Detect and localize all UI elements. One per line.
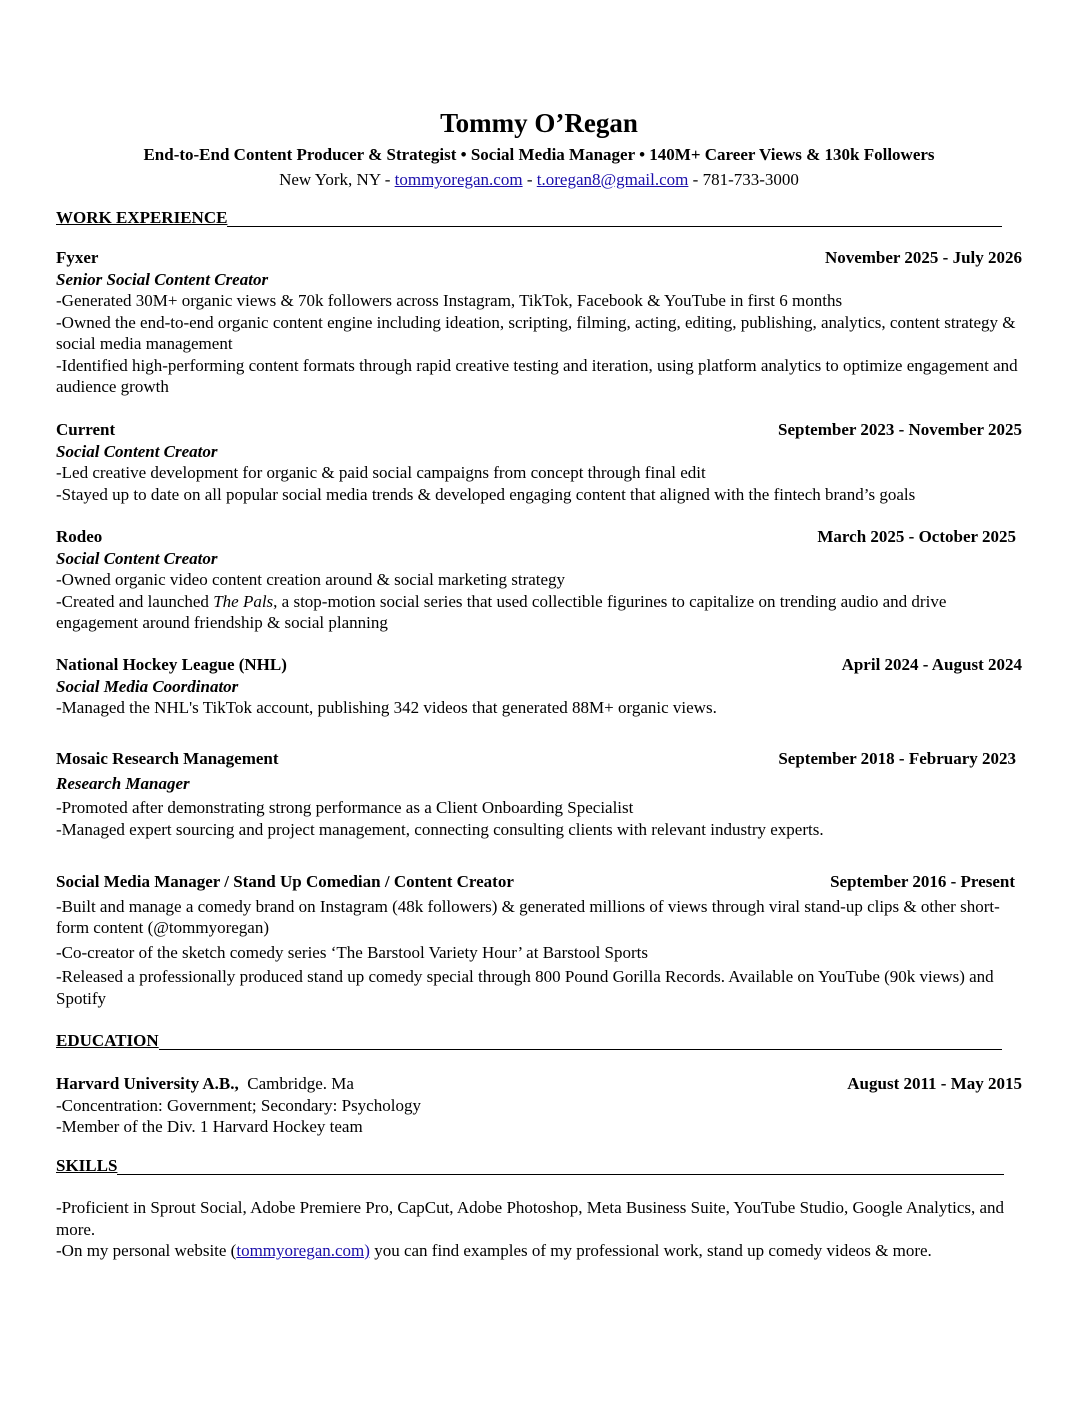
bullet: -Stayed up to date on all popular social media trends & developed engaging content that aligned with the fintech brand’s goals xyxy=(56,484,916,504)
bullet: -Built and manage a comedy brand on Instagram (48k followers) & generated millions of views through viral stand-up clips & other short-form content (@tommyoregan) xyxy=(56,896,1000,937)
school-location: Cambridge. Ma xyxy=(247,1074,354,1093)
section-title: EDUCATION xyxy=(56,1031,159,1050)
section-title: SKILLS xyxy=(56,1156,118,1175)
bullet: -Co-creator of the sketch comedy series ‘The Barstool Variety Hour’ at Barstool Sports xyxy=(56,942,649,962)
work-experience-section xyxy=(56,207,1022,229)
job-title: Senior Social Content Creator xyxy=(56,269,269,289)
job-dates: September 2016 - Present xyxy=(830,872,1015,891)
email-link[interactable]: t.oregan8@gmail.com xyxy=(536,170,689,189)
employer: Mosaic Research Management xyxy=(56,749,279,768)
education-dates: August 2011 - May 2015 xyxy=(847,1074,1022,1093)
education-section xyxy=(56,1030,1022,1052)
school: Harvard University A.B., Cambridge. Ma xyxy=(56,1074,354,1093)
job-dates: September 2018 - February 2023 xyxy=(778,749,1016,768)
employer: Rodeo xyxy=(56,527,103,546)
job-title: Social Content Creator xyxy=(56,441,218,461)
bullet: -Owned organic video content creation around & social marketing strategy xyxy=(56,570,566,589)
bullet: -Identified high-performing content formats through rapid creative testing and iteration, using platform analytics to optimize engagement and audience growth xyxy=(56,355,1018,396)
skills-list: -Proficient in Sprout Social, Adobe Premiere Pro, CapCut, Adobe Photoshop, Meta Business Suite, YouTube Studio, Google Analytics, and more. xyxy=(56,1198,1005,1239)
job-title: Research Manager xyxy=(56,773,190,793)
education-entry xyxy=(56,1073,1022,1138)
job-dates: March 2025 - October 2025 xyxy=(817,527,1016,546)
employer: Social Media Manager / Stand Up Comedian / Content Creator xyxy=(56,872,514,891)
website-note: -On my personal website (tommyoregan.com) you can find examples of my professional work, stand up comedy videos & more. xyxy=(56,1241,932,1260)
section-title: WORK EXPERIENCE xyxy=(56,208,228,227)
website-link[interactable]: tommyoregan.com) xyxy=(236,1241,370,1260)
job-entry-nhl xyxy=(56,654,1022,719)
contact-line xyxy=(56,169,1022,191)
bullet: -Owned the end-to-end organic content engine including ideation, scripting, filming, acting, editing, publishing, analytics, content strategy & social media management xyxy=(56,312,1016,353)
job-dates: September 2023 - November 2025 xyxy=(778,420,1022,439)
bullet: -Led creative development for organic & paid social campaigns from concept through final edit xyxy=(56,463,706,482)
location: New York, NY - xyxy=(279,170,391,189)
job-entry-fyxer xyxy=(56,247,1022,398)
job-entry-current xyxy=(56,419,1022,505)
series-title: The Pals xyxy=(213,591,274,611)
job-title: Social Media Coordinator xyxy=(56,676,239,696)
section-rule xyxy=(56,1174,1004,1175)
skills-section xyxy=(56,1155,1022,1177)
bullet: -Promoted after demonstrating strong performance as a Client Onboarding Specialist xyxy=(56,798,634,817)
employer: Current xyxy=(56,420,116,439)
job-entry-comedy xyxy=(56,871,1022,1009)
bullet: -Generated 30M+ organic views & 70k followers across Instagram, TikTok, Facebook & YouTube in first 6 months xyxy=(56,291,843,310)
bullet: -Created and launched The Pals, a stop-motion social series that used collectible figurines to capitalize on trending audio and drive engagement around friendship & social planning xyxy=(56,591,947,632)
tagline: End-to-End Content Producer & Strategist • Social Media Manager • 140M+ Career Views & 130k Followers xyxy=(143,145,935,164)
job-dates: April 2024 - August 2024 xyxy=(841,655,1022,674)
job-entry-mosaic xyxy=(56,748,1022,840)
separator: - xyxy=(692,170,699,189)
candidate-name: Tommy O’Regan xyxy=(440,108,638,138)
job-entry-rodeo xyxy=(56,526,1022,634)
skills-entry xyxy=(56,1197,1022,1262)
section-rule xyxy=(56,1049,1002,1050)
employer: Fyxer xyxy=(56,248,99,267)
bullet: -Managed expert sourcing and project management, connecting consulting clients with relevant industry experts. xyxy=(56,819,824,839)
employer: National Hockey League (NHL) xyxy=(56,655,287,674)
bullet: -Concentration: Government; Secondary: Psychology xyxy=(56,1095,421,1115)
website-link[interactable]: tommyoregan.com xyxy=(394,170,523,189)
job-dates: November 2025 - July 2026 xyxy=(824,248,1022,267)
bullet: -Released a professionally produced stand up comedy special through 800 Pound Gorilla Records. Available on YouTube (90k views) and Spotify xyxy=(56,967,994,1008)
job-title: Social Content Creator xyxy=(56,548,218,568)
bullet: -Member of the Div. 1 Harvard Hockey team xyxy=(56,1117,363,1136)
phone: 781-733-3000 xyxy=(702,170,799,189)
bullet: -Managed the NHL's TikTok account, publishing 342 videos that generated 88M+ organic views. xyxy=(56,698,717,717)
separator: - xyxy=(526,170,533,189)
